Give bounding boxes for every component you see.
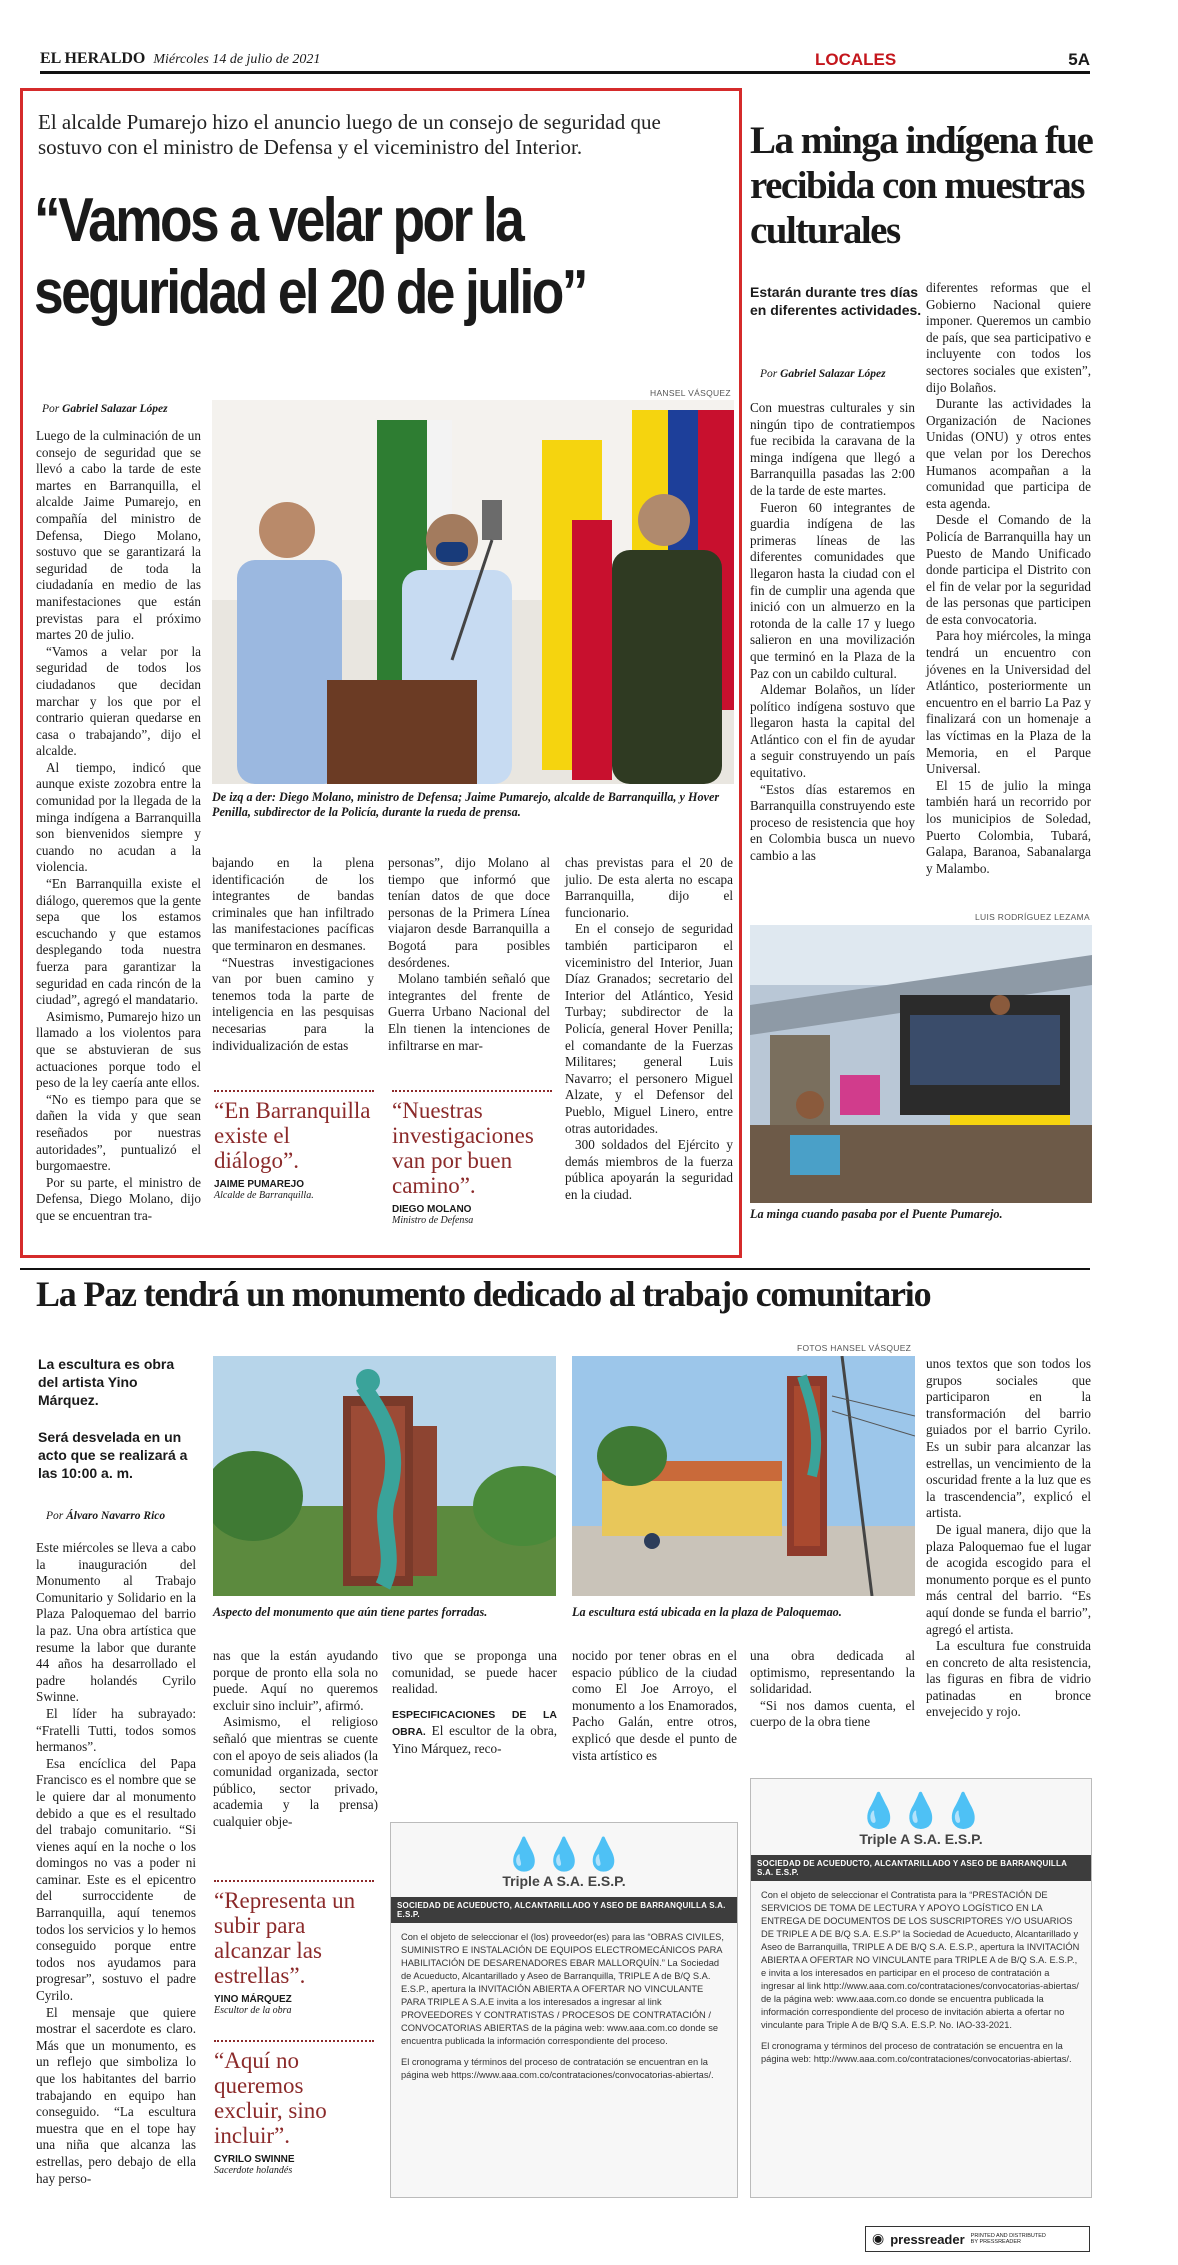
monument-col-5: una obra dedicada al optimismo, representando la solidaridad. “Si nos damos cuenta, el cuerpo de la obra tiene xyxy=(750,1648,915,1730)
pull-quote-swinne xyxy=(214,2040,374,2176)
pull-quote-molano xyxy=(392,1090,552,1226)
water-drop-icon: 💧💧💧 xyxy=(504,1836,624,1872)
pressreader-small: PRINTED AND DISTRIBUTED BY PRESSREADER xyxy=(970,2233,1046,2245)
minga-subdeck: Estarán durante tres días en diferentes actividades. xyxy=(750,284,922,318)
monument-byline: Por Álvaro Navarro Rico xyxy=(46,1510,166,1522)
monument-col-4: nocido por tener obras en el espacio público de la ciudad como El Joe Arroyo, el monumento a los Enamorados, Pacho Galán, entre otros, explicó que desde el punto de vista artístico es xyxy=(572,1648,737,1763)
section-rule xyxy=(20,1268,1090,1270)
main-caption: De izq a der: Diego Molano, ministro de Defensa; Jaime Pumarejo, alcalde de Barranquilla, y Hover Penilla, subdirector de la Policía, durante la rueda de prensa. xyxy=(212,790,720,819)
minga-byline: Por Gabriel Salazar López xyxy=(760,368,886,380)
main-headline: “Vamos a velar por la seguridad el 20 de julio” xyxy=(34,186,586,327)
main-byline: Por Gabriel Salazar López xyxy=(42,403,168,415)
pressreader-footer[interactable] xyxy=(865,2226,1090,2252)
pull-quote-text: “Aquí no queremos excluir, sino incluir”. xyxy=(214,2040,374,2148)
ad-bar: SOCIEDAD DE ACUEDUCTO, ALCANTARILLADO Y ASEO DE BARRANQUILLA S.A. E.S.P. xyxy=(391,1897,737,1923)
monument-subdeck-2: Será desvelada en un acto que se realizará a las 10:00 a. m. xyxy=(38,1429,188,1481)
section-name: LOCALES xyxy=(815,50,897,69)
quote-role: Alcalde de Barranquilla. xyxy=(214,1190,314,1201)
main-col-3: personas”, dijo Molano al tiempo que informó que tenían datos de que doce personas de la Primera Línea viajaron desde Barranquilla a Bogotá para posibles desórdenes. Molano también señaló que integrantes del frente de Guerra Urbano Nacional del Eln tienen la intenciones de infiltrarse en mar- xyxy=(388,855,550,1053)
monument-headline: La Paz tendrá un monumento dedicado al trabajo comunitario xyxy=(36,1274,931,1314)
minga-photo xyxy=(750,925,1092,1203)
minga-col-1: Con muestras culturales y sin ningún tipo de contratiempos fue recibida la caravana de la minga indígena que llegó a Barranquilla pasadas las 2:00 de la tarde de este martes. Fueron 60 integrantes de guardia indígena de las primeras líneas de las diferentes comunidades que llegaron hasta la ciudad con el fin de cumplir una agenda que inició con un almuerzo en la rotonda de la calle 17 y luego salieron en una movilización que terminó en la Plaza de la Paz con un cabildo cultural. Aldemar Bolaños, un líder político indígena sostuvo que llegaron hasta la capital del Atlántico con el fin de ayudar a seguir construyendo un país equitativo. “Estos días estaremos en Barranquilla construyendo este proceso de resistencia que hoy en Colombia busca un nuevo cambio a las xyxy=(750,400,915,864)
monument-col-2: nas que la están ayudando porque de pronto ella sola no puede. Aquí no queremos excluir sino incluir”, afirmó. Asimismo, el religioso señaló que mientras se cuente con el apoyo de seis aliados (la comunidad organizada, sector público, sector privado, academia y la prensa) cualquier obje- xyxy=(213,1648,378,1829)
monument-subdeck-1: La escultura es obra del artista Yino Márquez. xyxy=(38,1356,175,1408)
pull-quote-text: “En Barranquilla existe el diálogo”. xyxy=(214,1090,374,1173)
ad-company: Triple A S.A. E.S.P. xyxy=(859,1831,983,1847)
ad-bar: SOCIEDAD DE ACUEDUCTO, ALCANTARILLADO Y ASEO DE BARRANQUILLA S.A. E.S.P. xyxy=(751,1855,1091,1881)
issue-date: Miércoles 14 de julio de 2021 xyxy=(153,52,321,67)
page-header xyxy=(40,50,1090,74)
paper-name: EL HERALDO xyxy=(40,50,146,67)
ad-footer: El cronograma y términos del proceso de contratación se encuentran en la página web https://www.aaa.com.co/contrataciones/convocatorias-abiertas/. xyxy=(401,2057,714,2080)
pull-quote-text: “Representa un subir para alcanzar las estrellas”. xyxy=(214,1880,374,1988)
pull-quote-pumarejo xyxy=(214,1090,374,1201)
pull-quote-marquez xyxy=(214,1880,374,2016)
ad-body: Con el objeto de seleccionar el Contratista para la “PRESTACIÓN DE SERVICIOS DE TOMA DE LECTURA Y APOYO LOGÍSTICO EN LA ENTREGA DE DOCUMENTOS DE LOS SUSCRIPTORES Y/O USUARIOS DE TRIPLE A DE B/Q S.A. E.S.P” la Sociedad de Acueducto, Alcantarillado y Aseo de Barranquilla, TRIPLE A DE B/Q S.A. E.S.P., apertura la INVITACIÓN ABIERTA A OFERTAR NO VINCULANTE para TRIPLE A de B/Q S.A. E.S.P., e invita a los interesados en participar en el proceso de contratación a ingresar al link http://www.aaa.com.co/contrataciones/convocatorias-abiertas/ de la página web: www.aaa.com.co donde se encuentra publicada la información correspondiente del proceso de invitación abierta a ofertar no vinculante para Triple A de B/Q S.A. E.S.P. No. IAO-33-2021. xyxy=(761,1890,1080,2030)
minga-headline: La minga indígena fue recibida con muestras culturales xyxy=(750,119,1093,252)
ad-logo xyxy=(751,1779,1091,1831)
main-deck: El alcalde Pumarejo hizo el anuncio luego de un consejo de seguridad que sostuvo con el ministro de Defensa y el viceministro del Interior. xyxy=(38,110,661,159)
pressreader-logo-icon: ◉ xyxy=(872,2231,885,2247)
monument-col-3: tivo que se proponga una comunidad, se puede hacer realidad. ESPECIFICACIONES DE LA OBRA. El escultor de la obra, Yino Márquez, reco- xyxy=(392,1648,557,1756)
monument-col-6: unos textos que son todos los grupos sociales que participaron en la transformación del barrio guiados por el barrio Cyrilo. Es un subir para alcanzar las estrellas, un vencimiento de la oscuridad frente a la luz que es la trascendencia”, explicó el artista. De igual manera, dijo que la plaza Paloquemao fue el lugar de acogida escogido para el monumento porque es el punto más central del barrio. “Es aquí donde se funda el barrio”, agregó el artista. La escultura fue construida en concreto de alta resistencia, las figuras en fibra de vidrio patinadas en bronce envejecido y rojo. xyxy=(926,1356,1091,1720)
quote-name: JAIME PUMAREJO xyxy=(214,1179,305,1190)
ad-body: Con el objeto de seleccionar el (los) proveedor(es) para las “OBRAS CIVILES, SUMINISTRO E INSTALACIÓN DE EQUIPOS ELECTROMECÁNICOS PARA HABILITACIÓN DE DESARENADORES EBAR MALLORQUÍN.” La Sociedad de Acueducto, Alcantarillado y Aseo de Barranquilla, TRIPLE A de B/Q S.A. E.S.P., apertura la INVITACIÓN ABIERTA A OFERTAR NO VINCULANTE PARA TRIPLE A S.A.E invita a los interesados a ingresar al link PROVEEDORES Y CONTRATISTAS / PROCESOS DE CONTRATACIÓN / CONVOCATORIAS ABIERTAS de la página web: www.aaa.com.co donde se encuentra publicada la información correspondiente del proceso. xyxy=(401,1932,724,2046)
monument-col-1: Este miércoles se lleva a cabo la inauguración del Monumento al Trabajo Comunitario y Solidario en la Plaza Paloquemao del barrio la paz. Una obra artística que resume la labor que durante 44 años ha desarrollado el padre holandés Cyrilo Swinne. El líder ha subrayado: “Fratelli Tutti, todos somos hermanos”. Esa encíclica del Papa Francisco es el nombre que se le quiere dar al monumento debido a que es el resultado del trabajo comunitario. “Si vienes aquí en la noche o los domingos no vas a poder ni caminar. Este es el epicentro del surroccidente de Barranquilla, aquí tenemos todos los servicios y lo hemos conseguido porque entre todos nos ayudamos para progresar”, sostuvo el padre Cyrilo. El mensaje que quiere mostrar el sacerdote es claro. Más que un monumento, es un reflejo que simboliza lo que los habitantes del barrio trabajando en equipo han conseguido. “La escultura muestra que en el tope hay una niña que alcanza las estrellas, pero debajo de ella hay perso- xyxy=(36,1540,196,2186)
monument-photo-2 xyxy=(572,1356,915,1596)
quote-name: YINO MÁRQUEZ xyxy=(214,1994,292,2005)
monument-photo-credit: FOTOS HANSEL VÁSQUEZ xyxy=(797,1343,912,1353)
ad-footer: El cronograma y términos del proceso de contratación se encuentra en la página web: http://www.aaa.com.co/contrataciones/convocatorias-abiertas/. xyxy=(761,2041,1072,2064)
monument-caption-2: La escultura está ubicada en la plaza de Paloquemao. xyxy=(572,1605,842,1619)
ad-triple-a-2 xyxy=(750,1778,1092,2198)
minga-photo-credit: LUIS RODRÍGUEZ LEZAMA xyxy=(975,912,1090,922)
ad-logo xyxy=(391,1823,737,1873)
ad-company: Triple A S.A. E.S.P. xyxy=(502,1873,626,1889)
quote-name: DIEGO MOLANO xyxy=(392,1204,472,1215)
page-number: 5A xyxy=(1068,50,1090,69)
quote-role: Ministro de Defensa xyxy=(392,1215,474,1226)
main-photo xyxy=(212,400,734,784)
pressreader-brand: pressreader xyxy=(890,2231,965,2247)
minga-caption: La minga cuando pasaba por el Puente Pumarejo. xyxy=(750,1207,1003,1221)
ad-triple-a-1 xyxy=(390,1822,738,2198)
main-col-2: bajando en la plena identificación de los integrantes de bandas criminales que han infiltrado las manifestaciones pacíficas que terminaron en desmanes. “Nuestras investigaciones van por buen camino y tenemos toda la parte de inteligencia en las pesquisas necesarias para la individualización de estas xyxy=(212,855,374,1053)
minga-col-2: diferentes reformas que el Gobierno Nacional quiere imponer. Queremos un cambio de país, que sea participativo e incluyente con todos los sectores sociales que existen”, dijo Bolaños. Durante las actividades la Organización de Naciones Unidas (ONU) y otros entes que velan por los Derechos Humanos acompañan a la comunidad que participa de esta agenda. Desde el Comando de la Policía de Barranquilla hay un Puesto de Mando Unificado donde participa el Distrito con el fin de velar por la seguridad de las personas que participen de esta convocatoria. Para hoy miércoles, la minga tendrá un encuentro con jóvenes en la Universidad del Atlántico, posteriormente un encuentro en el barrio La Paz y finalizará con un homenaje a las víctimas en la Plaza de la Memoria, en el Parque Universal. El 15 de julio la minga también hará un recorrido por los municipios de Soledad, Puerto Colombia, Tubará, Galapa, Baranoa, Sabanalarga y Malambo. xyxy=(926,280,1091,876)
quote-role: Sacerdote holandés xyxy=(214,2165,293,2176)
main-photo-credit: HANSEL VÁSQUEZ xyxy=(650,388,731,398)
main-col-4: chas previstas para el 20 de julio. De esta alerta no escapa Barranquilla, dijo el funcionario. En el consejo de seguridad también participaron el viceministro del Interior, Juan Díaz Granados; secretario del Interior del Atlántico, Yesid Turbay; subdirector de la Policía, general Hover Penilla; el comandante de la Fuerzas Militares; general Luis Navarro; el personero Miguel Alzate, y el Defensor del Pueblo, Miguel Linero, entre otras autoridades. 300 soldados del Ejército y demás miembros de la fuerza pública apoyarán la seguridad en la ciudad. xyxy=(565,855,733,1202)
quote-name: CYRILO SWINNE xyxy=(214,2154,295,2165)
water-drop-icon: 💧💧💧 xyxy=(857,1793,985,1830)
pull-quote-text: “Nuestras investigaciones van por buen camino”. xyxy=(392,1090,552,1198)
main-col-1: Luego de la culminación de un consejo de seguridad que se llevó a cabo la tarde de este martes en Barranquilla, el alcalde Jaime Pumarejo, en compañía del ministro de Defensa, Diego Molano, sostuvo que se garantizará la seguridad de toda la ciudadanía en medio de las manifestaciones que están previstas para el próximo martes 20 de julio. “Vamos a velar por la seguridad de todos los ciudadanos que decidan marchar y los que por el contrario quieran quedarse en casa o trabajando”, dijo el alcalde. Al tiempo, indicó que aunque existe zozobra entre la comunidad por la llegada de la minga indígena a Barranquilla son bienvenidos siempre y cuando no acudan a la violencia. “En Barranquilla existe el diálogo, queremos que la gente sepa que los estamos escuchando y que estamos desplegando toda nuestra fuerza para garantizar la seguridad en cada rincón de la ciudad”, agregó el mandatario. Asimismo, Pumarejo hizo un llamado a los violentos para que se abstuvieran de sus actuaciones porque todo el peso de la ley caería ante ellos. “No es tiempo para que se dañen la vida y que sean reseñados por nuestras autoridades”, puntualizó el burgomaestre. Por su parte, el ministro de Defensa, Diego Molano, dijo que se encuentran tra- xyxy=(36,428,201,1223)
monument-photo-1 xyxy=(213,1356,556,1596)
monument-caption-1: Aspecto del monumento que aún tiene partes forradas. xyxy=(213,1605,488,1619)
quote-role: Escultor de la obra xyxy=(214,2005,292,2016)
